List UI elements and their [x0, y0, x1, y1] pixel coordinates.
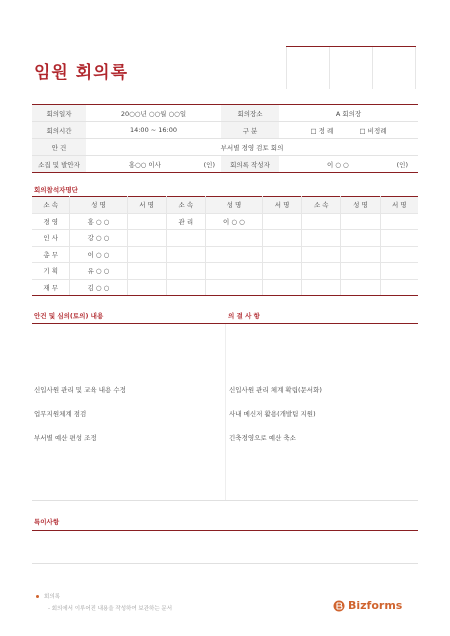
cell[interactable]: [205, 246, 262, 263]
convener-name: 홍○○ 이사: [128, 160, 161, 169]
irregular-checkbox[interactable]: □ 비정례: [359, 126, 387, 135]
page-title: 임원 회의록: [34, 63, 129, 83]
resolution-item[interactable]: 신입사원 관리 체계 확립(문서화): [229, 386, 322, 394]
footer-note-title: 회의록: [44, 594, 60, 600]
convener-seal: (인): [203, 160, 215, 169]
cell[interactable]: [302, 263, 341, 280]
bullet-icon: [36, 595, 39, 598]
cell[interactable]: [205, 230, 262, 247]
cell[interactable]: [262, 213, 301, 230]
attendee-row: [32, 213, 418, 230]
bizforms-logo-icon: [333, 600, 345, 612]
cell[interactable]: [380, 246, 418, 263]
cell[interactable]: [380, 263, 418, 280]
writer-value[interactable]: [279, 156, 418, 173]
cell[interactable]: [341, 263, 380, 280]
type-label: 구 분: [221, 122, 279, 139]
type-options: [279, 122, 418, 139]
cell[interactable]: 총 무: [32, 246, 70, 263]
info-row-date: [32, 105, 418, 122]
cell[interactable]: [166, 263, 205, 280]
attendee-row: [32, 279, 418, 296]
writer-name: 이 ○ ○: [326, 160, 349, 169]
writer-label: 회의록 작성자: [221, 156, 279, 173]
time-value[interactable]: 14:00 ~ 16:00: [86, 122, 221, 139]
cell[interactable]: [302, 246, 341, 263]
cell[interactable]: [127, 230, 166, 247]
cell[interactable]: [302, 279, 341, 296]
cell[interactable]: 이 ○ ○: [205, 213, 262, 230]
attendee-row: [32, 230, 418, 247]
cell[interactable]: 기 획: [32, 263, 70, 280]
date-label: 회의일자: [32, 105, 86, 122]
cell[interactable]: [166, 230, 205, 247]
date-value[interactable]: 20○○년 ○○월 ○○일: [86, 105, 221, 122]
agenda-section-title: 안건 및 심의(토의) 내용: [34, 312, 104, 320]
agenda-bottom-rule: [32, 500, 418, 501]
header-sign-2: 서 명: [262, 197, 301, 214]
resolution-section-title: 의 결 사 항: [228, 312, 260, 320]
cell[interactable]: 김 ○ ○: [70, 279, 127, 296]
header-name-3: 성 명: [341, 197, 380, 214]
bizforms-logo-text: Bizforms: [348, 599, 403, 612]
agenda-label: 안 건: [32, 139, 86, 156]
cell[interactable]: [262, 230, 301, 247]
cell[interactable]: 인 사: [32, 230, 70, 247]
cell[interactable]: [205, 279, 262, 296]
cell[interactable]: [166, 279, 205, 296]
cell[interactable]: 이 ○ ○: [70, 246, 127, 263]
agenda-divider: [225, 324, 226, 500]
cell[interactable]: [262, 279, 301, 296]
resolution-item[interactable]: 사내 메신저 활용(개발팀 지원): [229, 410, 316, 418]
attendees-header-row: [32, 197, 418, 214]
attendee-row: [32, 263, 418, 280]
special-notes-area[interactable]: [32, 531, 418, 563]
writer-seal: (인): [396, 160, 408, 169]
convener-label: 소집 및 발안자: [32, 156, 86, 173]
approval-box: [286, 46, 416, 89]
resolution-item[interactable]: 긴축경영으로 예산 축소: [229, 434, 296, 442]
cell[interactable]: [341, 279, 380, 296]
cell[interactable]: [127, 213, 166, 230]
cell[interactable]: [127, 263, 166, 280]
convener-value[interactable]: [86, 156, 221, 173]
header-dept-2: 소 속: [166, 197, 205, 214]
cell[interactable]: 재 무: [32, 279, 70, 296]
place-value[interactable]: A 회의장: [279, 105, 418, 122]
agenda-item[interactable]: 신입사원 관리 및 교육 내용 수정: [34, 386, 126, 394]
cell[interactable]: 경 영: [32, 213, 70, 230]
info-row-time: [32, 122, 418, 139]
cell[interactable]: 관 리: [166, 213, 205, 230]
regular-checkbox[interactable]: □ 정 례: [310, 126, 334, 135]
cell[interactable]: [127, 246, 166, 263]
agenda-item[interactable]: 업무지원체계 점검: [34, 410, 87, 418]
agenda-item[interactable]: 부서별 예산 편성 조정: [34, 434, 97, 442]
header-name-1: 성 명: [70, 197, 127, 214]
cell[interactable]: [380, 279, 418, 296]
time-label: 회의시간: [32, 122, 86, 139]
meeting-info-table: [32, 104, 418, 173]
footer-note-desc: - 회의에서 이루어진 내용을 작성하여 보관하는 문서: [48, 606, 173, 612]
special-notes-bottom-rule: [32, 563, 418, 564]
cell[interactable]: [127, 279, 166, 296]
header-sign-3: 서 명: [380, 197, 418, 214]
place-label: 회의장소: [221, 105, 279, 122]
cell[interactable]: [380, 213, 418, 230]
attendees-section-title: 회의참석자명단: [34, 186, 78, 194]
cell[interactable]: [262, 246, 301, 263]
header-dept-1: 소 속: [32, 197, 70, 214]
attendees-table: [32, 196, 418, 296]
cell[interactable]: [302, 213, 341, 230]
header-dept-3: 소 속: [302, 197, 341, 214]
special-notes-title: 특이사항: [34, 518, 60, 526]
info-row-convener: [32, 156, 418, 173]
cell[interactable]: [380, 230, 418, 247]
cell[interactable]: [341, 246, 380, 263]
cell[interactable]: [166, 246, 205, 263]
cell[interactable]: [262, 263, 301, 280]
cell[interactable]: [205, 263, 262, 280]
header-sign-1: 서 명: [127, 197, 166, 214]
cell[interactable]: [341, 213, 380, 230]
attendee-row: [32, 246, 418, 263]
cell[interactable]: [341, 230, 380, 247]
cell[interactable]: 유 ○ ○: [70, 263, 127, 280]
info-row-agenda: [32, 139, 418, 156]
cell[interactable]: 강 ○ ○: [70, 230, 127, 247]
agenda-value[interactable]: 부서별 경영 검토 회의: [86, 139, 418, 156]
header-name-2: 성 명: [205, 197, 262, 214]
cell[interactable]: [302, 230, 341, 247]
cell[interactable]: 홍 ○ ○: [70, 213, 127, 230]
